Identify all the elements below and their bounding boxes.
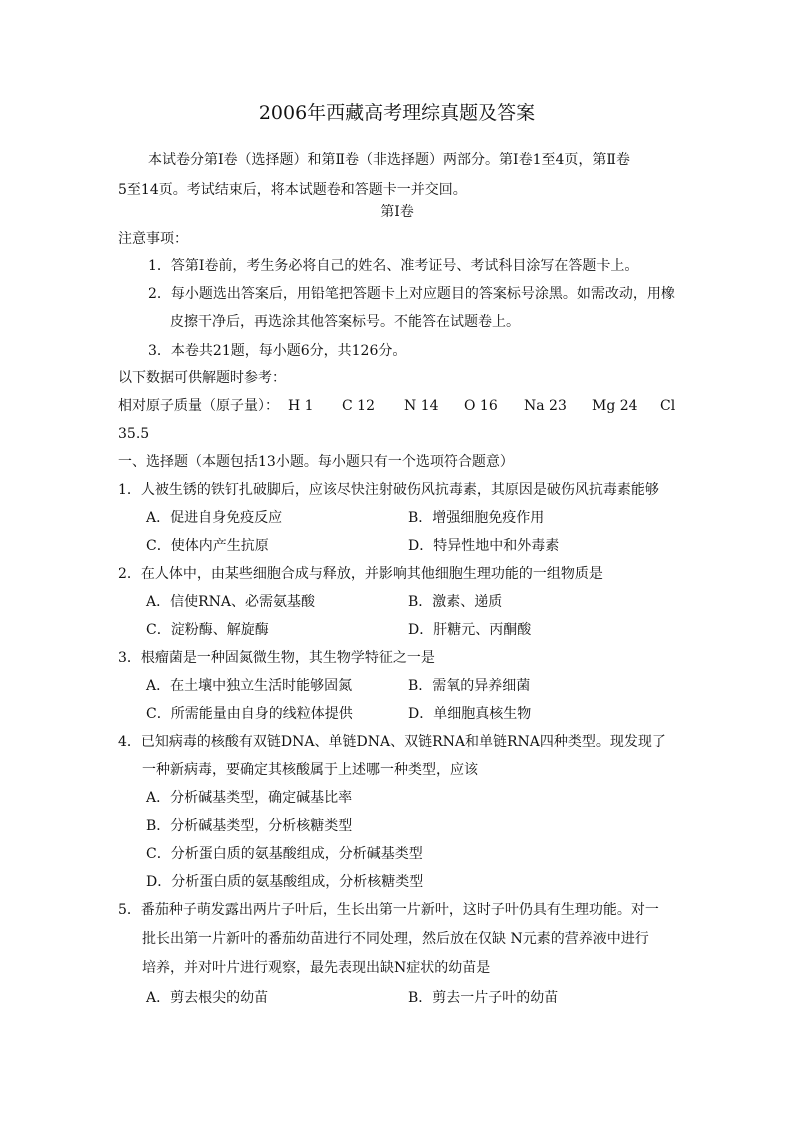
question-2-option-a: A．信使RNA、必需氨基酸 [146,594,316,610]
question-3-option-a: A．在土壤中独立生活时能够固氮 [146,678,353,694]
notice-item-1: 1．答第Ⅰ卷前，考生务必将自己的姓名、准考证号、考试科目涂写在答题卡上。 [148,258,639,274]
question-5-stem: 5．番茄种子萌发露出两片子叶后，生长出第一片新叶，这时子叶仍具有生理功能。对一 [118,902,659,918]
atomic-mass-n: N 14 [404,398,439,414]
question-5-option-b: B．剪去一片子叶的幼苗 [408,990,559,1006]
notice-item-3: 3．本卷共21题，每小题6分，共126分。 [148,343,407,359]
question-4-option-b: B．分析碱基类型，分析核糖类型 [146,818,353,834]
question-3-stem: 3．根瘤菌是一种固氮微生物，其生物学特征之一是 [118,650,435,666]
question-2-option-b: B．激素、递质 [408,594,503,610]
question-4-option-c: C．分析蛋白质的氨基酸组成，分析碱基类型 [146,846,423,862]
question-2-option-d: D．肝糖元、丙酮酸 [408,622,532,638]
notice-item-2-cont: 皮擦干净后，再选涂其他答案标号。不能答在试题卷上。 [170,314,520,330]
question-5-stem-cont-2: 培养，并对叶片进行观察，最先表现出缺N症状的幼苗是 [142,960,491,976]
notice-item-2: 2．每小题选出答案后，用铅笔把答题卡上对应题目的答案标号涂黑。如需改动，用橡 [148,286,675,302]
intro-line-2: 5至14页。考试结束后，将本试题卷和答题卡一并交回。 [118,182,467,198]
section-heading: 第Ⅰ卷 [380,204,414,220]
question-2-option-c: C．淀粉酶、解旋酶 [146,622,269,638]
atomic-mass-line [118,396,678,416]
atomic-mass-mg: Mg 24 [592,398,638,414]
atomic-mass-h: H 1 [288,398,314,414]
question-3-option-c: C．所需能量由自身的线粒体提供 [146,706,353,722]
question-4-option-d: D．分析蛋白质的氨基酸组成，分析核糖类型 [146,874,424,890]
atomic-mass-o: O 16 [464,398,498,414]
atomic-mass-label: 相对原子质量（原子量）： [118,398,279,414]
question-5-stem-cont-1: 批长出第一片新叶的番茄幼苗进行不同处理，然后放在仅缺 N元素的营养液中进行 [142,931,649,947]
intro-line-1: 本试卷分第Ⅰ卷（选择题）和第Ⅱ卷（非选择题）两部分。第Ⅰ卷1至4页，第Ⅱ卷 [148,152,630,168]
atomic-mass-c: C 12 [342,398,375,414]
part-heading: 一、选择题（本题包括13小题。每小题只有一个选项符合题意） [118,454,514,470]
document-title: 2006年西藏高考理综真题及答案 [258,102,536,124]
atomic-mass-cl: Cl [660,398,676,414]
question-1-option-b: B．增强细胞免疫作用 [408,510,545,526]
question-4-stem: 4．已知病毒的核酸有双链DNA、单链DNA、双链RNA和单链RNA四种类型。现发现了 [118,734,666,750]
question-3-option-b: B．需氧的异养细菌 [408,678,531,694]
question-1-stem: 1．人被生锈的铁钉扎破脚后，应该尽快注射破伤风抗毒素，其原因是破伤风抗毒素能够 [118,482,659,498]
atomic-mass-cont: 35.5 [118,426,150,442]
question-1-option-c: C．使体内产生抗原 [146,538,269,554]
question-4-option-a: A．分析碱基类型，确定碱基比率 [146,790,353,806]
notice-heading: 注意事项： [118,231,188,247]
question-5-option-a: A．剪去根尖的幼苗 [146,990,269,1006]
question-3-option-d: D．单细胞真核生物 [408,706,532,722]
question-1-option-a: A．促进自身免疫反应 [146,510,283,526]
atomic-mass-na: Na 23 [524,398,567,414]
question-4-stem-cont: 一种新病毒，要确定其核酸属于上述哪一种类型，应该 [142,762,478,778]
question-2-stem: 2．在人体中，由某些细胞合成与释放，并影响其他细胞生理功能的一组物质是 [118,566,603,582]
reference-heading: 以下数据可供解题时参考： [118,370,286,386]
question-1-option-d: D．特异性地中和外毒素 [408,538,560,554]
